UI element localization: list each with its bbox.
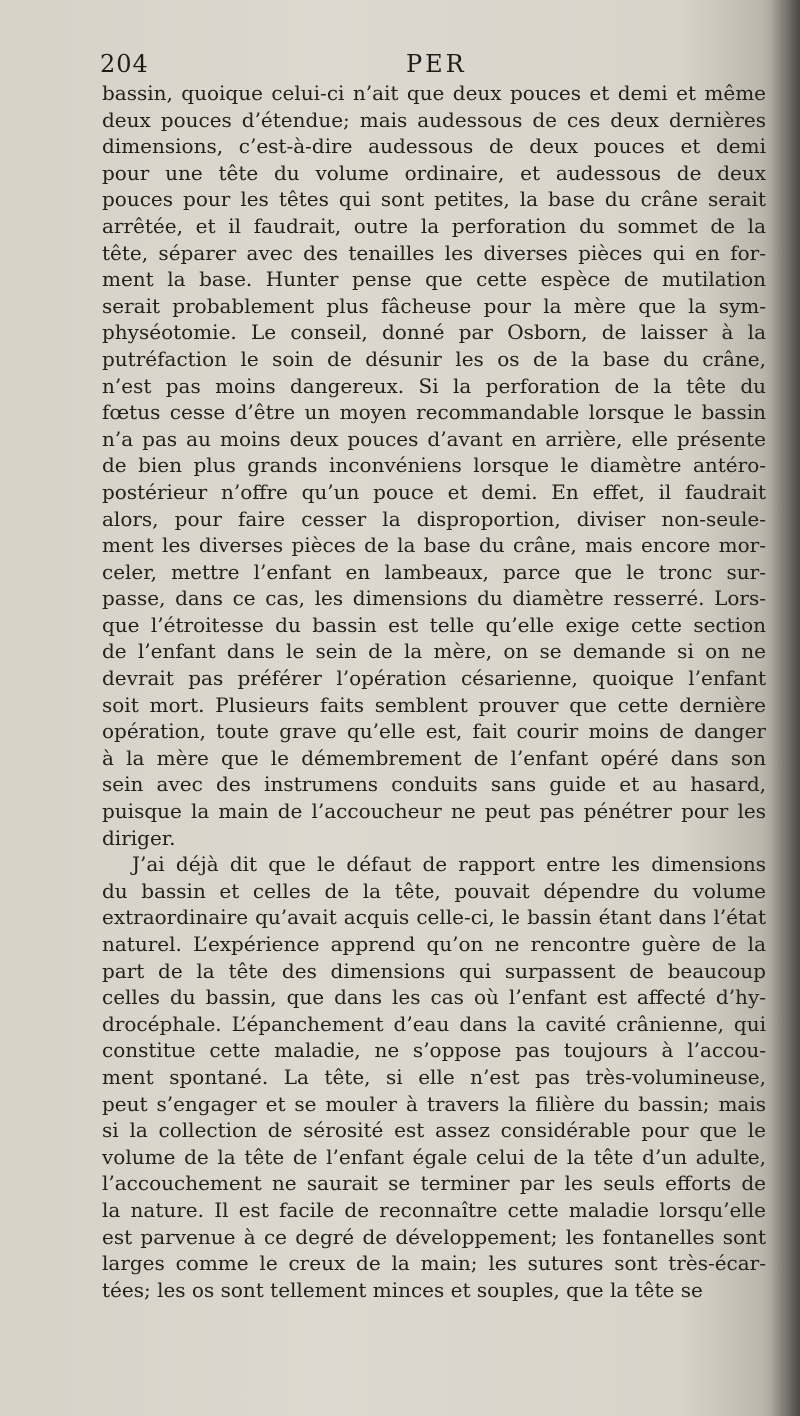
text-line: alors, pour faire cesser la disproportion, diviser non-seule- bbox=[102, 506, 766, 531]
text-line: diriger. bbox=[102, 825, 176, 850]
text-line: deux pouces d’étendue; mais audessous de ces deux dernières bbox=[102, 107, 766, 132]
text-line: J’ai déjà dit que le défaut de rapport entre les dimensions bbox=[132, 852, 766, 877]
text-line: pour une tête du volume ordinaire, et audessous de deux bbox=[102, 160, 766, 185]
text-line: à la mère que le démembrement de l’enfant opéré dans son bbox=[102, 745, 766, 770]
page-number: 204 bbox=[100, 50, 149, 78]
text-line: est parvenue à ce degré de développement; les fontanelles sont bbox=[102, 1224, 766, 1249]
text-line: ment la base. Hunter pense que cette espèce de mutilation bbox=[102, 267, 766, 292]
text-line: si la collection de sérosité est assez considérable pour que le bbox=[102, 1118, 766, 1143]
text-line: putréfaction le soin de désunir les os de la base du crâne, bbox=[102, 346, 766, 371]
text-line: tées; les os sont tellement minces et souples, que la tête se bbox=[102, 1277, 703, 1302]
text-line: larges comme le creux de la main; les sutures sont très-écar- bbox=[102, 1251, 766, 1276]
text-line: du bassin et celles de la tête, pouvait dépendre du volume bbox=[102, 878, 766, 903]
text-line: pouces pour les têtes qui sont petites, la base du crâne serait bbox=[102, 187, 766, 212]
text-line: devrait pas préférer l’opération césarienne, quoique l’enfant bbox=[102, 666, 766, 691]
text-line: tête, séparer avec des tenailles les diverses pièces qui en for- bbox=[102, 240, 766, 265]
text-line: part de la tête des dimensions qui surpassent de beaucoup bbox=[102, 958, 766, 983]
text-line: constitue cette maladie, ne s’oppose pas toujours à l’accou- bbox=[102, 1038, 766, 1063]
text-line: sein avec des instrumens conduits sans guide et au hasard, bbox=[102, 772, 766, 797]
text-line: naturel. L’expérience apprend qu’on ne rencontre guère de la bbox=[102, 932, 766, 956]
text-line: physéotomie. Le conseil, donné par Osborn, de laisser à la bbox=[102, 320, 766, 345]
text-line: postérieur n’offre qu’un pouce et demi. En effet, il faudrait bbox=[102, 479, 766, 504]
text-line: celles du bassin, que dans les cas où l’enfant est affecté d’hy- bbox=[102, 985, 766, 1010]
text-line: opération, toute grave qu’elle est, fait courir moins de danger bbox=[102, 719, 766, 744]
text-line: n’est pas moins dangereux. Si la perforation de la tête du bbox=[102, 373, 766, 398]
text-line: soit mort. Plusieurs faits semblent prouver que cette dernière bbox=[102, 692, 766, 717]
text-line: ment les diverses pièces de la base du crâne, mais encore mor- bbox=[102, 533, 766, 558]
paragraph bbox=[102, 851, 766, 1303]
text-line: la nature. Il est facile de reconnaître cette maladie lorsqu’elle bbox=[102, 1197, 766, 1222]
text-line: arrêtée, et il faudrait, outre la perforation du sommet de la bbox=[102, 213, 766, 238]
text-line: ment spontané. La tête, si elle n’est pas très-volumineuse, bbox=[102, 1064, 766, 1089]
text-line: que l’étroitesse du bassin est telle qu’elle exige cette section bbox=[102, 612, 766, 637]
text-line: peut s’engager et se mouler à travers la filière du bassin; mais bbox=[102, 1091, 766, 1116]
text-line: n’a pas au moins deux pouces d’avant en arrière, elle présente bbox=[102, 426, 766, 451]
body-text bbox=[102, 80, 766, 1303]
text-line: volume de la tête de l’enfant égale celui de la tête d’un adulte, bbox=[102, 1144, 766, 1169]
text-line: l’accouchement ne saurait se terminer par les seuls efforts de bbox=[102, 1171, 766, 1196]
text-line: bassin, quoique celui-ci n’ait que deux pouces et demi et même bbox=[102, 81, 766, 105]
text-line: dimensions, c’est-à-dire audessous de deux pouces et demi bbox=[102, 134, 766, 159]
text-line: passe, dans ce cas, les dimensions du diamètre resserré. Lors- bbox=[102, 586, 766, 611]
text-line: de l’enfant dans le sein de la mère, on se demande si on ne bbox=[102, 639, 766, 664]
text-line: celer, mettre l’enfant en lambeaux, parce que le tronc sur- bbox=[102, 559, 766, 584]
text-line: puisque la main de l’accoucheur ne peut pas pénétrer pour les bbox=[102, 799, 766, 824]
page-header bbox=[100, 50, 765, 80]
text-line: de bien plus grands inconvéniens lorsque le diamètre antéro- bbox=[102, 453, 766, 478]
text-line: serait probablement plus fâcheuse pour la mère que la sym- bbox=[102, 293, 766, 318]
gutter-shadow bbox=[770, 0, 800, 1416]
text-line: fœtus cesse d’être un moyen recommandable lorsque le bassin bbox=[102, 400, 766, 425]
text-line: extraordinaire qu’avait acquis celle-ci, le bassin étant dans l’état bbox=[102, 905, 766, 930]
text-line: drocéphale. L’épanchement d’eau dans la cavité crânienne, qui bbox=[102, 1011, 766, 1036]
paragraph bbox=[102, 80, 766, 851]
running-head: PER bbox=[406, 50, 467, 78]
